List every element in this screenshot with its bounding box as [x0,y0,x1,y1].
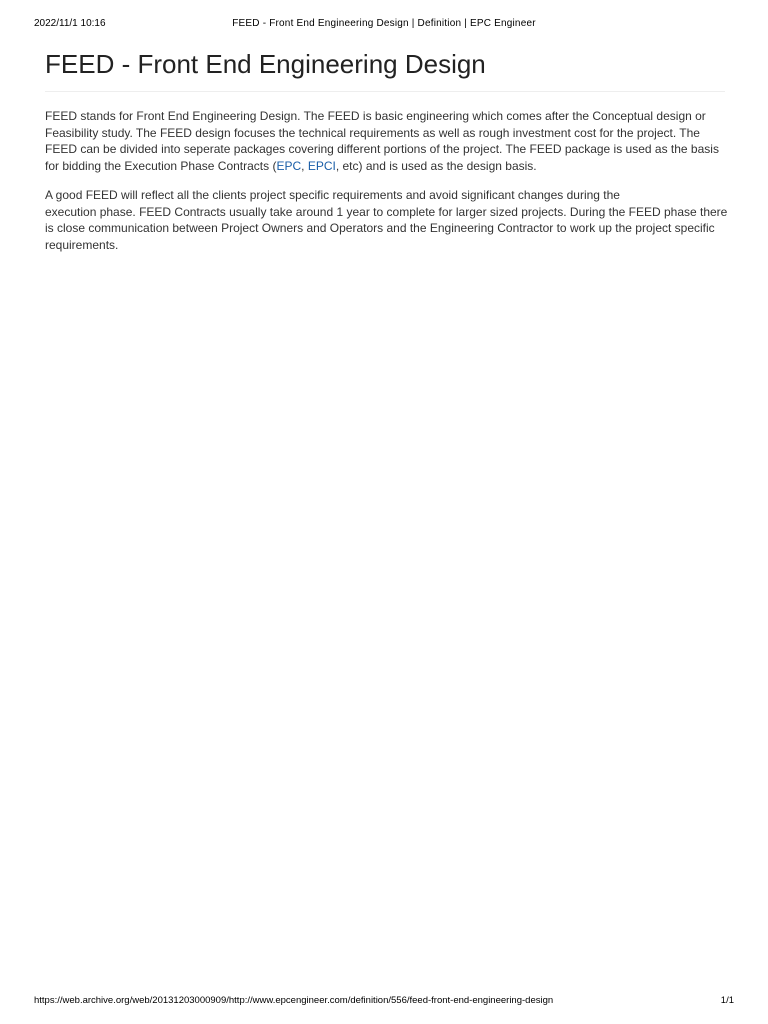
paragraph-2-line-1: A good FEED will reflect all the clients project specific requirements and avoid significant changes during the [45,188,620,202]
page-number: 1/1 [720,995,734,1006]
title-divider [45,91,725,92]
epc-link[interactable]: EPC [276,158,302,173]
print-document-title: FEED - Front End Engineering Design | Definition | EPC Engineer [232,18,536,29]
paragraph-2-rest: execution phase. FEED Contracts usually take around 1 year to complete for larger sized projects. During the FEED phase there is close communication between Project Owners and Operators and the Engineering Contractor to work up the project specific requirements. [45,204,728,252]
print-datetime: 2022/11/1 10:16 [34,18,106,29]
paragraph-1 [45,108,731,174]
print-header [34,17,734,31]
article-body [45,108,731,266]
paragraph-2 [45,187,731,253]
epci-link[interactable]: EPCI [307,158,336,173]
print-footer [34,994,734,1008]
link-separator: , [301,158,308,173]
source-url: https://web.archive.org/web/20131203000909/http://www.epcengineer.com/definition/556/feed-front-end-engineering-design [34,995,554,1006]
page-title: FEED - Front End Engineering Design [45,49,486,79]
paragraph-1-text: FEED stands for Front End Engineering Design. The FEED is basic engineering which comes after the Conceptual design or Feasibility study. The FEED design focuses the technical requirements as well as rough investment cost for the project. The FEED can be divided into seperate packages covering different portions of the project. The FEED package is used as the basis for bidding the Execution Phase Contracts ( [45,109,719,173]
paragraph-1-ending: , etc) and is used as the design basis. [335,158,537,173]
